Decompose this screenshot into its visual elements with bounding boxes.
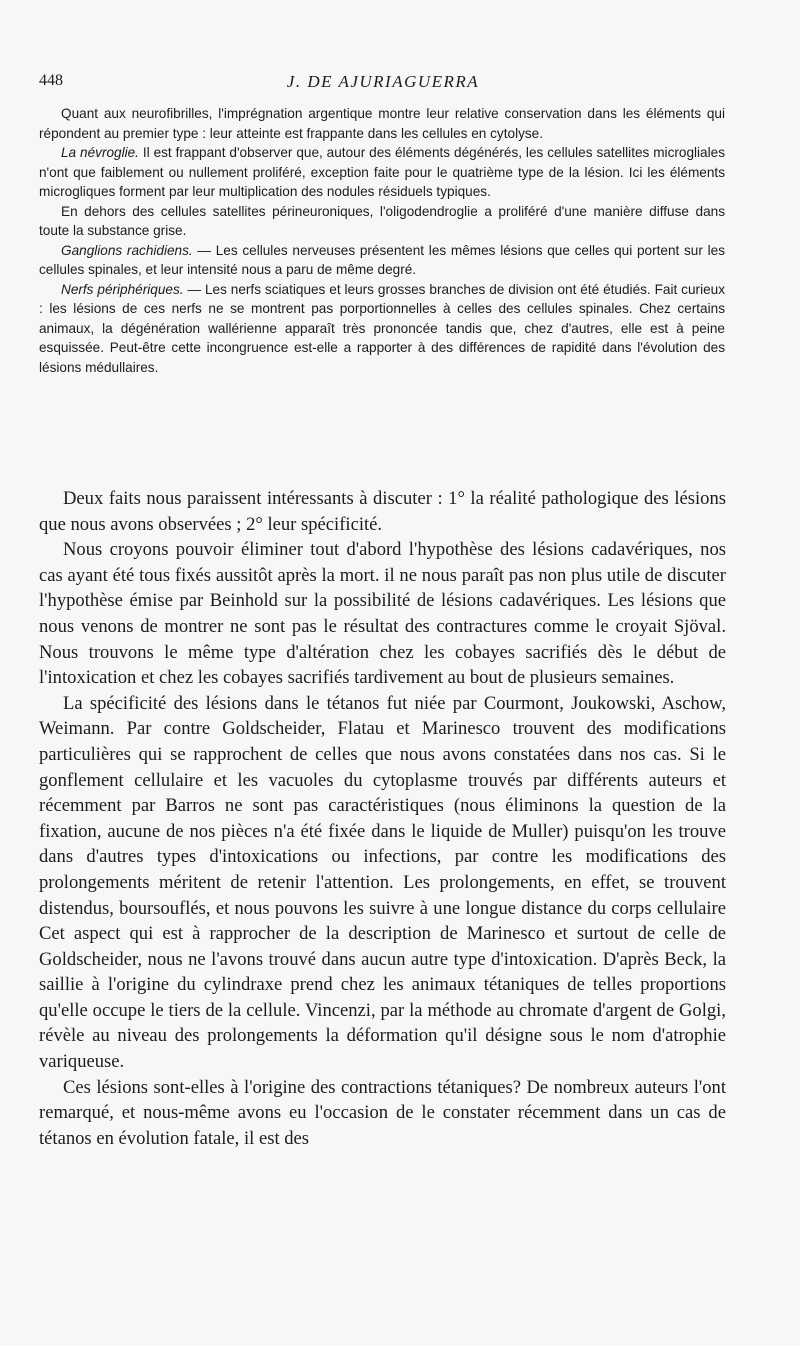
page-number: 448 <box>39 72 63 89</box>
paragraph-text: En dehors des cellules satellites périneuroniques, l'oligodendroglie a proliféré d'une manière diffuse dans toute la substance grise. <box>39 203 725 238</box>
paragraph: Deux faits nous paraissent intéressants à discuter : 1° la réalité pathologique des lésions que nous avons observées ; 2° leur spécificité. <box>39 488 726 535</box>
paragraph: Nous croyons pouvoir éliminer tout d'abord l'hypothèse des lésions cadavériques, nos cas ayant été tous fixés aussitôt après la mort. il ne nous paraît pas non plus utile de discuter l'hypothèse émise par Beinhold sur la possibilité de lésions cadavériques. Les lésions que nous venons de montrer ne sont pas le résultat des contractures comme le croyait Sjöval. Nous trouvons le même type d'altération chez les cobayes sacrifiés dès le début de l'intoxication et chez les cobayes sacrifiés tardivement au bout de plusieurs semaines. <box>39 539 726 689</box>
paragraph-text: Il est frappant d'observer que, autour des éléments dégénérés, les cellules satellites microgliales n'ont que faiblement ou nullement proliféré, exception faite pour le quatrième type de la lésion. Ici les éléments microgliques forment par leur multiplication des nodules résiduels typiques. <box>39 145 725 199</box>
main-text-section <box>39 486 726 1151</box>
paragraph <box>39 202 725 241</box>
paragraph <box>39 104 725 143</box>
page-header <box>39 72 727 96</box>
small-print-section <box>39 104 725 377</box>
paragraph-text: — Les cellules nerveuses présentent les mêmes lésions que celles qui portent sur les cellules spinales, et leur intensité nous a paru de même degré. <box>39 242 725 277</box>
paragraph-text: — Les nerfs sciatiques et leurs grosses branches de division ont été étudiés. Fait curieux : les lésions de ces nerfs ne se montrent pas porportionnelles à celles des cellules spinales. Chez certains animaux, la dégénération wallérienne apparaît très prononcée tandis que, chez d'autres, elle est à peine esquissée. Peut-être cette incongruence est-elle a rapporter à des différences de rapidité dans l'évolution des lésions médullaires. <box>39 281 726 375</box>
paragraph-lead: Nerfs périphériques. <box>61 281 184 297</box>
paragraph <box>39 241 725 280</box>
paragraph: Ces lésions sont-elles à l'origine des contractions tétaniques? De nombreux auteurs l'ont remarqué, et nous-même avons eu l'occasion de le constater récemment dans un cas de tétanos en évolution fatale, il est des <box>39 1076 726 1149</box>
paragraph: La spécificité des lésions dans le tétanos fut niée par Courmont, Joukowski, Aschow, Weimann. Par contre Goldscheider, Flatau et Marinesco trouvent des modifications particulières qui se rapprochent de celles que nous avons constatées dans nos cas. Si le gonflement cellulaire et les vacuoles du cytoplasme trouvés par différents auteurs et récemment par Barros ne sont pas caractéristiques (nous éliminons la question de la fixation, aucune de nos pièces n'a été fixée dans le liquide de Muller) puisqu'on les trouve dans d'autres types d'intoxications ou infections, par contre les modifications des prolongements méritent de retenir l'attention. Les prolongements, en effet, se trouvent distendus, boursouflés, et nous pouvons les suivre à une longue distance du corps cellulaire Cet aspect qui est à rapprocher de la description de Marinesco et surtout de celle de Goldscheider, nous ne l'avons trouvé dans aucun autre type d'intoxication. D'après Beck, la saillie à l'origine du cylindraxe prend chez les animaux tétaniques de telles proportions qu'elle occupe le tiers de la cellule. Vincenzi, par la méthode au chromate d'argent de Golgi, révèle au niveau des prolongements la déformation qu'il désigne sous le nom d'atrophie variqueuse. <box>39 692 726 1073</box>
paragraph-lead: La névroglie. <box>61 145 139 160</box>
paragraph-text: Quant aux neurofibrilles, l'imprégnation argentique montre leur relative conservation dans les éléments qui répondent au premier type : leur atteinte est frappante dans les cellules en cytolyse. <box>39 106 725 141</box>
paragraph <box>39 280 725 378</box>
running-title: J. DE AJURIAGUERRA <box>286 72 480 91</box>
paragraph-lead: Ganglions rachidiens. <box>61 242 193 258</box>
paragraph <box>39 143 725 202</box>
